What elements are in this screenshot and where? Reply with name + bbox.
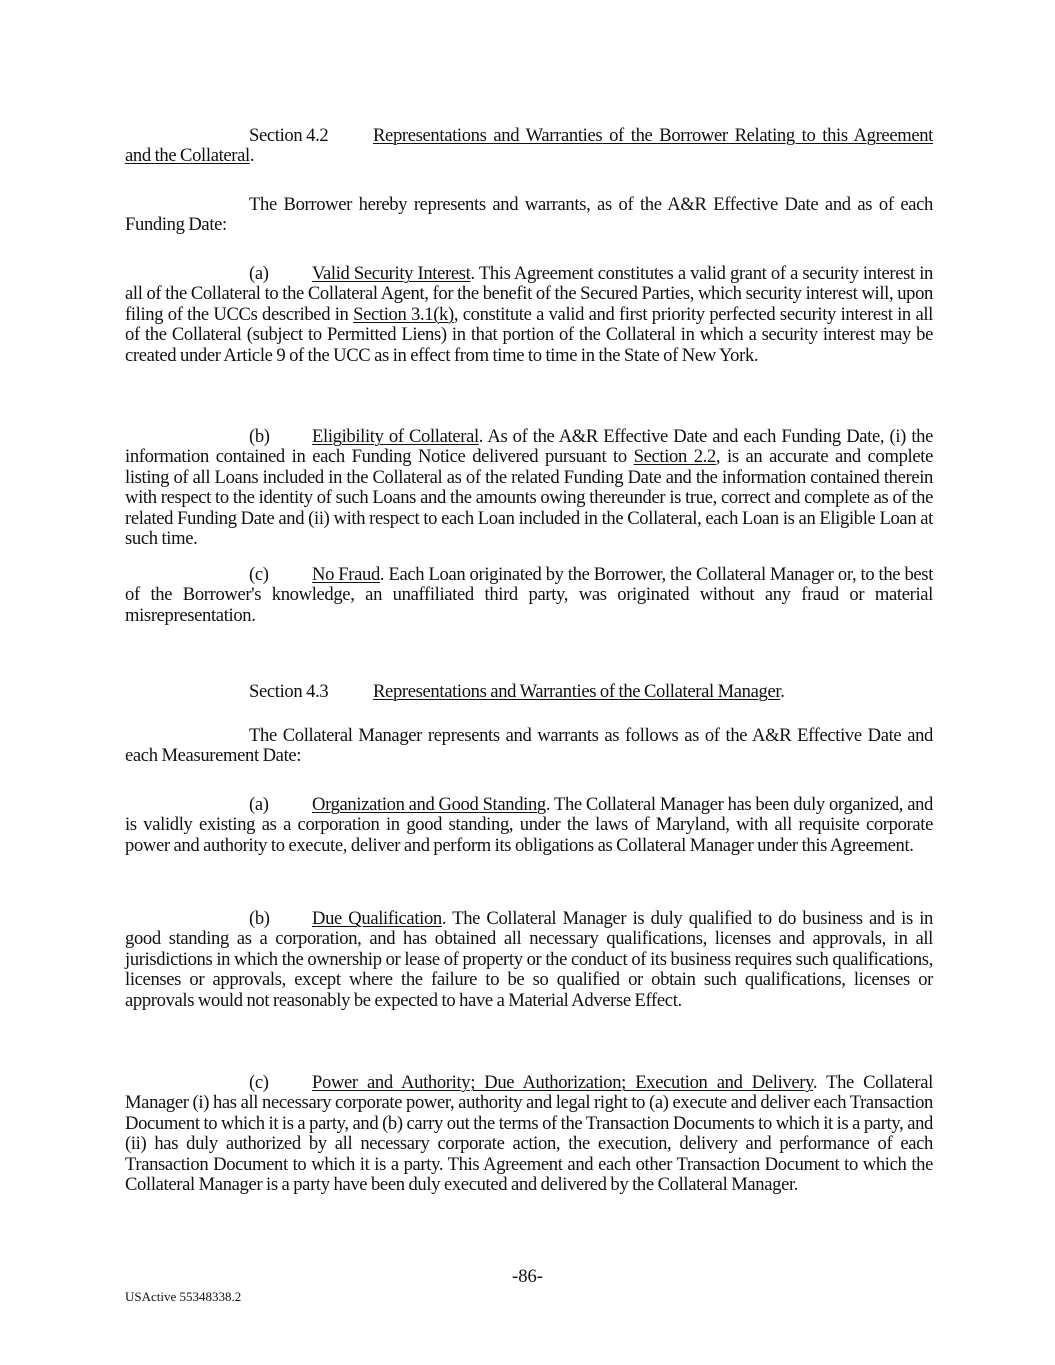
punct: . bbox=[249, 145, 255, 167]
clause-text: . As of the A&R Effective Date and each Funding Date, (i) the information contained in each Funding Notice delivered pursuant to bbox=[125, 426, 933, 468]
section-label: Section 4.2 bbox=[249, 125, 329, 146]
section-title: Representations and Warranties of the Collateral Manager bbox=[373, 681, 781, 702]
clause-heading: No Fraud bbox=[312, 564, 380, 585]
clause-text: . The Collateral Manager (i) has all necessary corporate power, authority and legal right to (a) execute and deliver each Transaction Document to which it is a party, and (b) carry out the terms of the Transaction Documents to which it is a party, and (ii) has duly authorized by all necessary corporate action, the execution, delivery and performance of each Transaction Document to which it is a party. This Agreement and each other Transaction Document to which the Collateral Manager is a party have been duly executed and delivered by the Collateral Manager. bbox=[125, 1072, 934, 1196]
clause-text: . The Collateral Manager is duly qualified to do business and is in good standing as a corporation, and has obtained all necessary qualifications, licenses and approvals, in all jurisdictions in which the ownership or lease of property or the conduct of its business requires such qualifications, licenses or approvals, except where the failure to be so qualified or obtain such qualifications, licenses or approvals would not reasonably be expected to have a Material Adverse Effect. bbox=[125, 908, 933, 1011]
section-4-3-intro: The Collateral Manager represents and warrants as follows as of the A&R Effective Date and each Measurement Date: bbox=[125, 725, 933, 767]
page-number: -86- bbox=[512, 1266, 543, 1287]
clause-heading: Eligibility of Collateral bbox=[312, 426, 479, 447]
clause-text: . Each Loan originated by the Borrower, the Collateral Manager or, to the best of the Borrower's knowledge, an unaffiliated third party, was originated without any fraud or material misrepresentation. bbox=[125, 564, 934, 626]
section-title: Representations and Warranties of the Borrower Relating to this Agreement and the Collateral bbox=[125, 125, 933, 167]
section-4-3-heading bbox=[125, 682, 933, 702]
clause-label: (c) bbox=[249, 1072, 269, 1093]
paragraph-4-2-c bbox=[125, 565, 933, 626]
section-4-2-intro: The Borrower hereby represents and warrants, as of the A&R Effective Date and as of each Funding Date: bbox=[125, 194, 933, 236]
clause-label: (b) bbox=[249, 426, 270, 447]
paragraph-4-2-b bbox=[125, 427, 933, 549]
paragraph-4-2-a bbox=[125, 264, 933, 366]
clause-text: . This Agreement constitutes a valid grant of a security interest in all of the Collateral to the Collateral Agent, for the benefit of the Secured Parties, which security interest will, upon filing of the UCCs described in bbox=[125, 263, 933, 325]
clause-label: (c) bbox=[249, 564, 269, 585]
paragraph-4-3-a bbox=[125, 795, 933, 856]
clause-heading: Power and Authority; Due Authorization; Execution and Delivery bbox=[312, 1072, 813, 1093]
paragraph-4-3-c bbox=[125, 1073, 933, 1195]
clause-label: (a) bbox=[249, 794, 269, 815]
paragraph-4-3-b bbox=[125, 909, 933, 1011]
clause-text: . The Collateral Manager has been duly organized, and is validly existing as a corporation in good standing, under the laws of Maryland, with all requisite corporate power and authority to execute, deliver and perform its obligations as Collateral Manager under this Agreement. bbox=[125, 794, 934, 856]
punct: . bbox=[780, 681, 785, 702]
section-label: Section 4.3 bbox=[249, 681, 329, 702]
cross-reference: Section 2.2 bbox=[633, 446, 716, 468]
clause-label: (a) bbox=[249, 263, 269, 284]
section-4-2-heading bbox=[125, 126, 933, 167]
clause-heading: Organization and Good Standing bbox=[312, 794, 546, 815]
document-id: USActive 55348338.2 bbox=[125, 1289, 242, 1304]
clause-heading: Valid Security Interest bbox=[312, 263, 471, 284]
clause-text: , is an accurate and complete listing of all Loans included in the Collateral as of the related Funding Date and the information contained therein with respect to the identity of such Loans and the amounts owing thereunder is true, correct and complete as of the related Funding Date and (ii) with respect to each Loan included in the Collateral, each Loan is an Eligible Loan at such time. bbox=[125, 446, 933, 550]
clause-label: (b) bbox=[249, 908, 270, 929]
clause-heading: Due Qualification bbox=[312, 908, 442, 929]
cross-reference: Section 3.1(k) bbox=[353, 303, 454, 325]
clause-text: , constitute a valid and first priority perfected security interest in all of the Collateral (subject to Permitted Liens) in that portion of the Collateral in which a security interest may be created under Article 9 of the UCC as in effect from time to time in the State of New York. bbox=[125, 303, 933, 366]
